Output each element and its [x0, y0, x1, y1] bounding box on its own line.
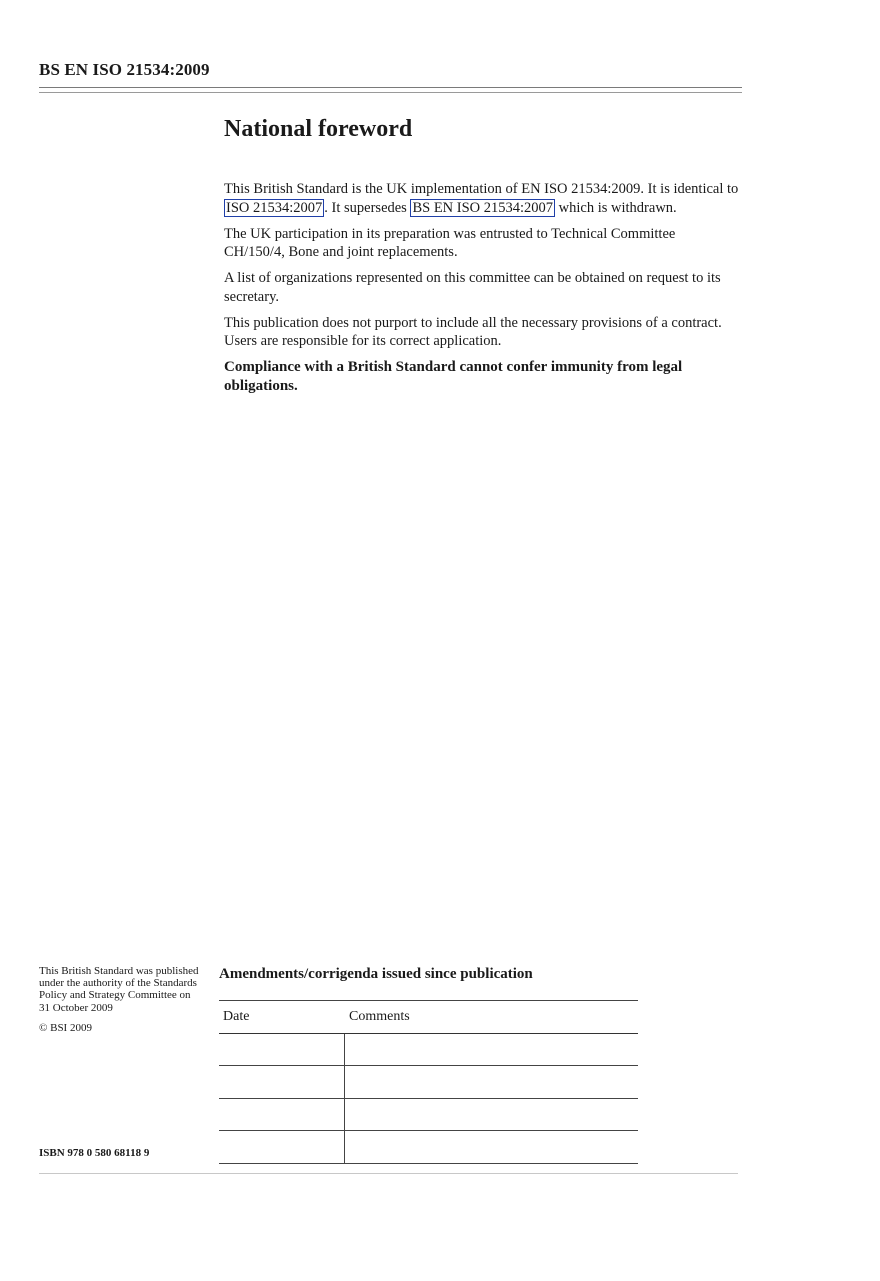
table-row	[219, 1131, 638, 1164]
footer-rule	[39, 1173, 738, 1174]
publication-info	[39, 965, 199, 1042]
foreword-paragraph-contract: This publication does not purport to include all the necessary provisions of a contract. Users are responsible for its correct application.	[224, 314, 722, 349]
table-row	[219, 1098, 638, 1131]
column-header-date: Date	[219, 1001, 344, 1034]
bs-en-iso-21534-2007-link[interactable]: BS EN ISO 21534:2007	[412, 199, 554, 216]
date-cell	[219, 1098, 344, 1131]
foreword-paragraph-committee: The UK participation in its preparation was entrusted to Technical Committee CH/150/4, Bone and joint replacements.	[224, 225, 676, 260]
publication-statement: This British Standard was published under the authority of the Standards Policy and Strategy Committee on 31 October 2009	[39, 965, 199, 1014]
compliance-statement: Compliance with a British Standard cannot confer immunity from legal obligations.	[224, 359, 683, 394]
header-rule-thin	[39, 92, 742, 93]
isbn: ISBN 978 0 580 68118 9	[39, 1147, 150, 1159]
supersedes-text: . It supersedes	[324, 199, 411, 216]
date-cell	[219, 1131, 344, 1164]
table-row	[219, 1066, 638, 1099]
comments-cell	[344, 1033, 638, 1066]
withdrawn-text: which is withdrawn.	[555, 199, 677, 216]
table-row	[219, 1033, 638, 1066]
amendments-table	[219, 1000, 638, 1164]
date-cell	[219, 1066, 344, 1099]
foreword-paragraph-implementation	[224, 180, 739, 217]
date-cell	[219, 1033, 344, 1066]
iso-21534-2007-link[interactable]: ISO 21534:2007	[226, 199, 323, 216]
comments-cell	[344, 1098, 638, 1131]
standard-number-header: BS EN ISO 21534:2009	[39, 60, 210, 79]
comments-cell	[344, 1131, 638, 1164]
foreword-body	[224, 180, 739, 403]
amendments-header-row	[219, 1001, 638, 1034]
header-rule-thick	[39, 87, 742, 88]
copyright-notice: © BSI 2009	[39, 1021, 92, 1034]
amendments-title: Amendments/corrigenda issued since publication	[219, 966, 533, 982]
column-header-comments: Comments	[344, 1001, 638, 1034]
foreword-paragraph-organizations: A list of organizations represented on this committee can be obtained on request to its secretary.	[224, 270, 721, 305]
comments-cell	[344, 1066, 638, 1099]
page-title: National foreword	[224, 116, 413, 142]
implementation-text: This British Standard is the UK implementation of EN ISO 21534:2009. It is identical to	[224, 181, 739, 197]
